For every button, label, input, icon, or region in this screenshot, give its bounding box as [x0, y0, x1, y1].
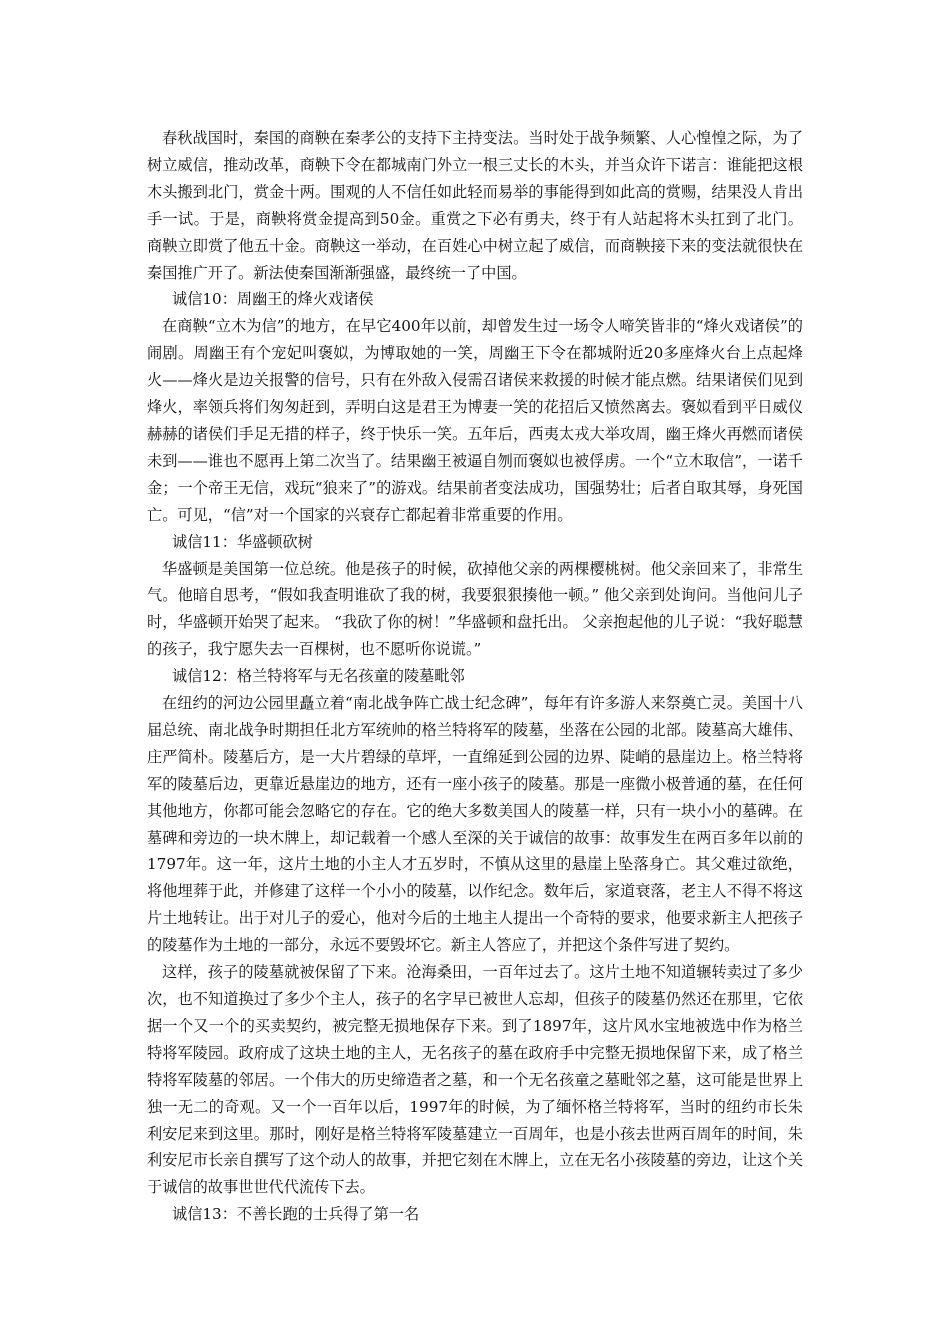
section-heading-10: 诚信10：周幽王的烽火戏诸侯: [172, 290, 374, 309]
paragraph-child-tomb: 这样，孩子的陵墓就被保留了下来。沧海桑田，一百年过去了。这片土地不知道辗转卖过了多少次，也不知道换过了多少个主人，孩子的名字早已被世人忘却，但孩子的陵墓仍然还在那里，它依据一个又一个的买卖契约，被完整无损地保存下来。到了1897年，这片风水宝地被选中作为格兰特将军陵园。政府成了这块土地的主人，无名孩子的墓在政府手中完整无损地保留下来，成了格兰特将军陵墓的邻居。一个伟大的历史缔造者之墓，和一个无名孩童之墓毗邻之墓，这可能是世界上独一无二的奇观。又一个一百年以后，1997年的时候，为了缅怀格兰特将军，当时的纽约市长朱利安尼来到这里。那时，刚好是格兰特将军陵墓建立一百周年，也是小孩去世两百周年的时间，朱利安尼市长亲自撰写了这个动人的故事，并把它刻在木牌上，立在无名小孩陵墓的旁边，让这个关于诚信的故事世世代代流传下去。: [147, 963, 803, 1197]
section-heading-11: 诚信11：华盛顿砍树: [172, 532, 313, 551]
section-heading-13: 诚信13：不善长跑的士兵得了第一名: [172, 1205, 420, 1224]
paragraph-cherry-tree: 华盛顿是美国第一位总统。他是孩子的时候，砍掉他父亲的两棵樱桃树。他父亲回来了，非常生气。他暗自思考，“假如我查明谁砍了我的树，我要狠狠揍他一顿。” 他父亲到处询问。当他问儿子时，华盛顿开始哭了起来。 “我砍了你的树！”华盛顿和盘托出。 父亲抱起他的儿子说：“我好聪慧的孩子，我宁愿失去一百棵树，也不愿听你说谎。”: [147, 559, 803, 659]
paragraph-shang-yang: 春秋战国时，秦国的商鞅在秦孝公的支持下主持变法。当时处于战争频繁、人心惶惶之际，为了树立威信，推动改革，商鞅下令在都城南门外立一根三丈长的木头，并当众许下诺言：谁能把这根木头搬到北门，赏金十两。围观的人不信任如此轻而易举的事能得到如此高的赏赐，结果没人肯出手一试。于是，商鞅将赏金提高到50金。重赏之下必有勇夫，终于有人站起将木头扛到了北门。商鞅立即赏了他五十金。商鞅这一举动，在百姓心中树立起了威信，而商鞅接下来的变法就很快在秦国推广开了。新法使秦国渐渐强盛，最终统一了中国。: [147, 129, 803, 282]
paragraph-beacon-fires: 在商鞅“立木为信”的地方，在早它400年以前，却曾发生过一场令人啼笑皆非的“烽火戏诸侯”的闹剧。周幽王有个宠妃叫褒姒，为博取她的一笑，周幽王下令在都城附近20多座烽火台上点起烽火——烽火是边关报警的信号，只有在外敌入侵需召诸侯来救援的时候才能点燃。结果诸侯们见到烽火，率领兵将们匆匆赶到，弄明白这是君王为博妻一笑的花招后又愤然离去。褒姒看到平日威仪赫赫的诸侯们手足无措的样子，终于快乐一笑。五年后，西夷太戎大举攻周，幽王烽火再燃而诸侯未到——谁也不愿再上第二次当了。结果幽王被逼自刎而褒姒也被俘虏。一个“立木取信”，一诺千金；一个帝王无信，戏玩“狼来了”的游戏。结果前者变法成功，国强势壮；后者自取其辱，身死国亡。可见，“信”对一个国家的兴衰存亡都起着非常重要的作用。: [147, 317, 803, 524]
document-page: [147, 125, 803, 1228]
paragraph-grant-tomb: 在纽约的河边公园里矗立着“南北战争阵亡战士纪念碑”，每年有许多游人来祭奠亡灵。美国十八届总统、南北战争时期担任北方军统帅的格兰特将军的陵墓，坐落在公园的北部。陵墓高大雄伟、庄严简朴。陵墓后方，是一大片碧绿的草坪，一直绵延到公园的边界、陡峭的悬崖边上。格兰特将军的陵墓后边，更靠近悬崖边的地方，还有一座小孩子的陵墓。那是一座微小极普通的墓，在任何其他地方，你都可能会忽略它的存在。它的绝大多数美国人的陵墓一样，只有一块小小的墓碑。在墓碑和旁边的一块木牌上，却记载着一个感人至深的关于诚信的故事：故事发生在两百多年以前的1797年。这一年，这片土地的小主人才五岁时，不慎从这里的悬崖上坠落身亡。其父难过欲绝，将他埋葬于此，并修建了这样一个小小的陵墓，以作纪念。数年后，家道衰落，老主人不得不将这片土地转让。出于对儿子的爱心，他对今后的土地主人提出一个奇特的要求，他要求新主人把孩子的陵墓作为土地的一部分，永远不要毁坏它。新主人答应了，并把这个条件写进了契约。: [147, 694, 803, 955]
section-heading-12: 诚信12：格兰特将军与无名孩童的陵墓毗邻: [172, 667, 465, 686]
